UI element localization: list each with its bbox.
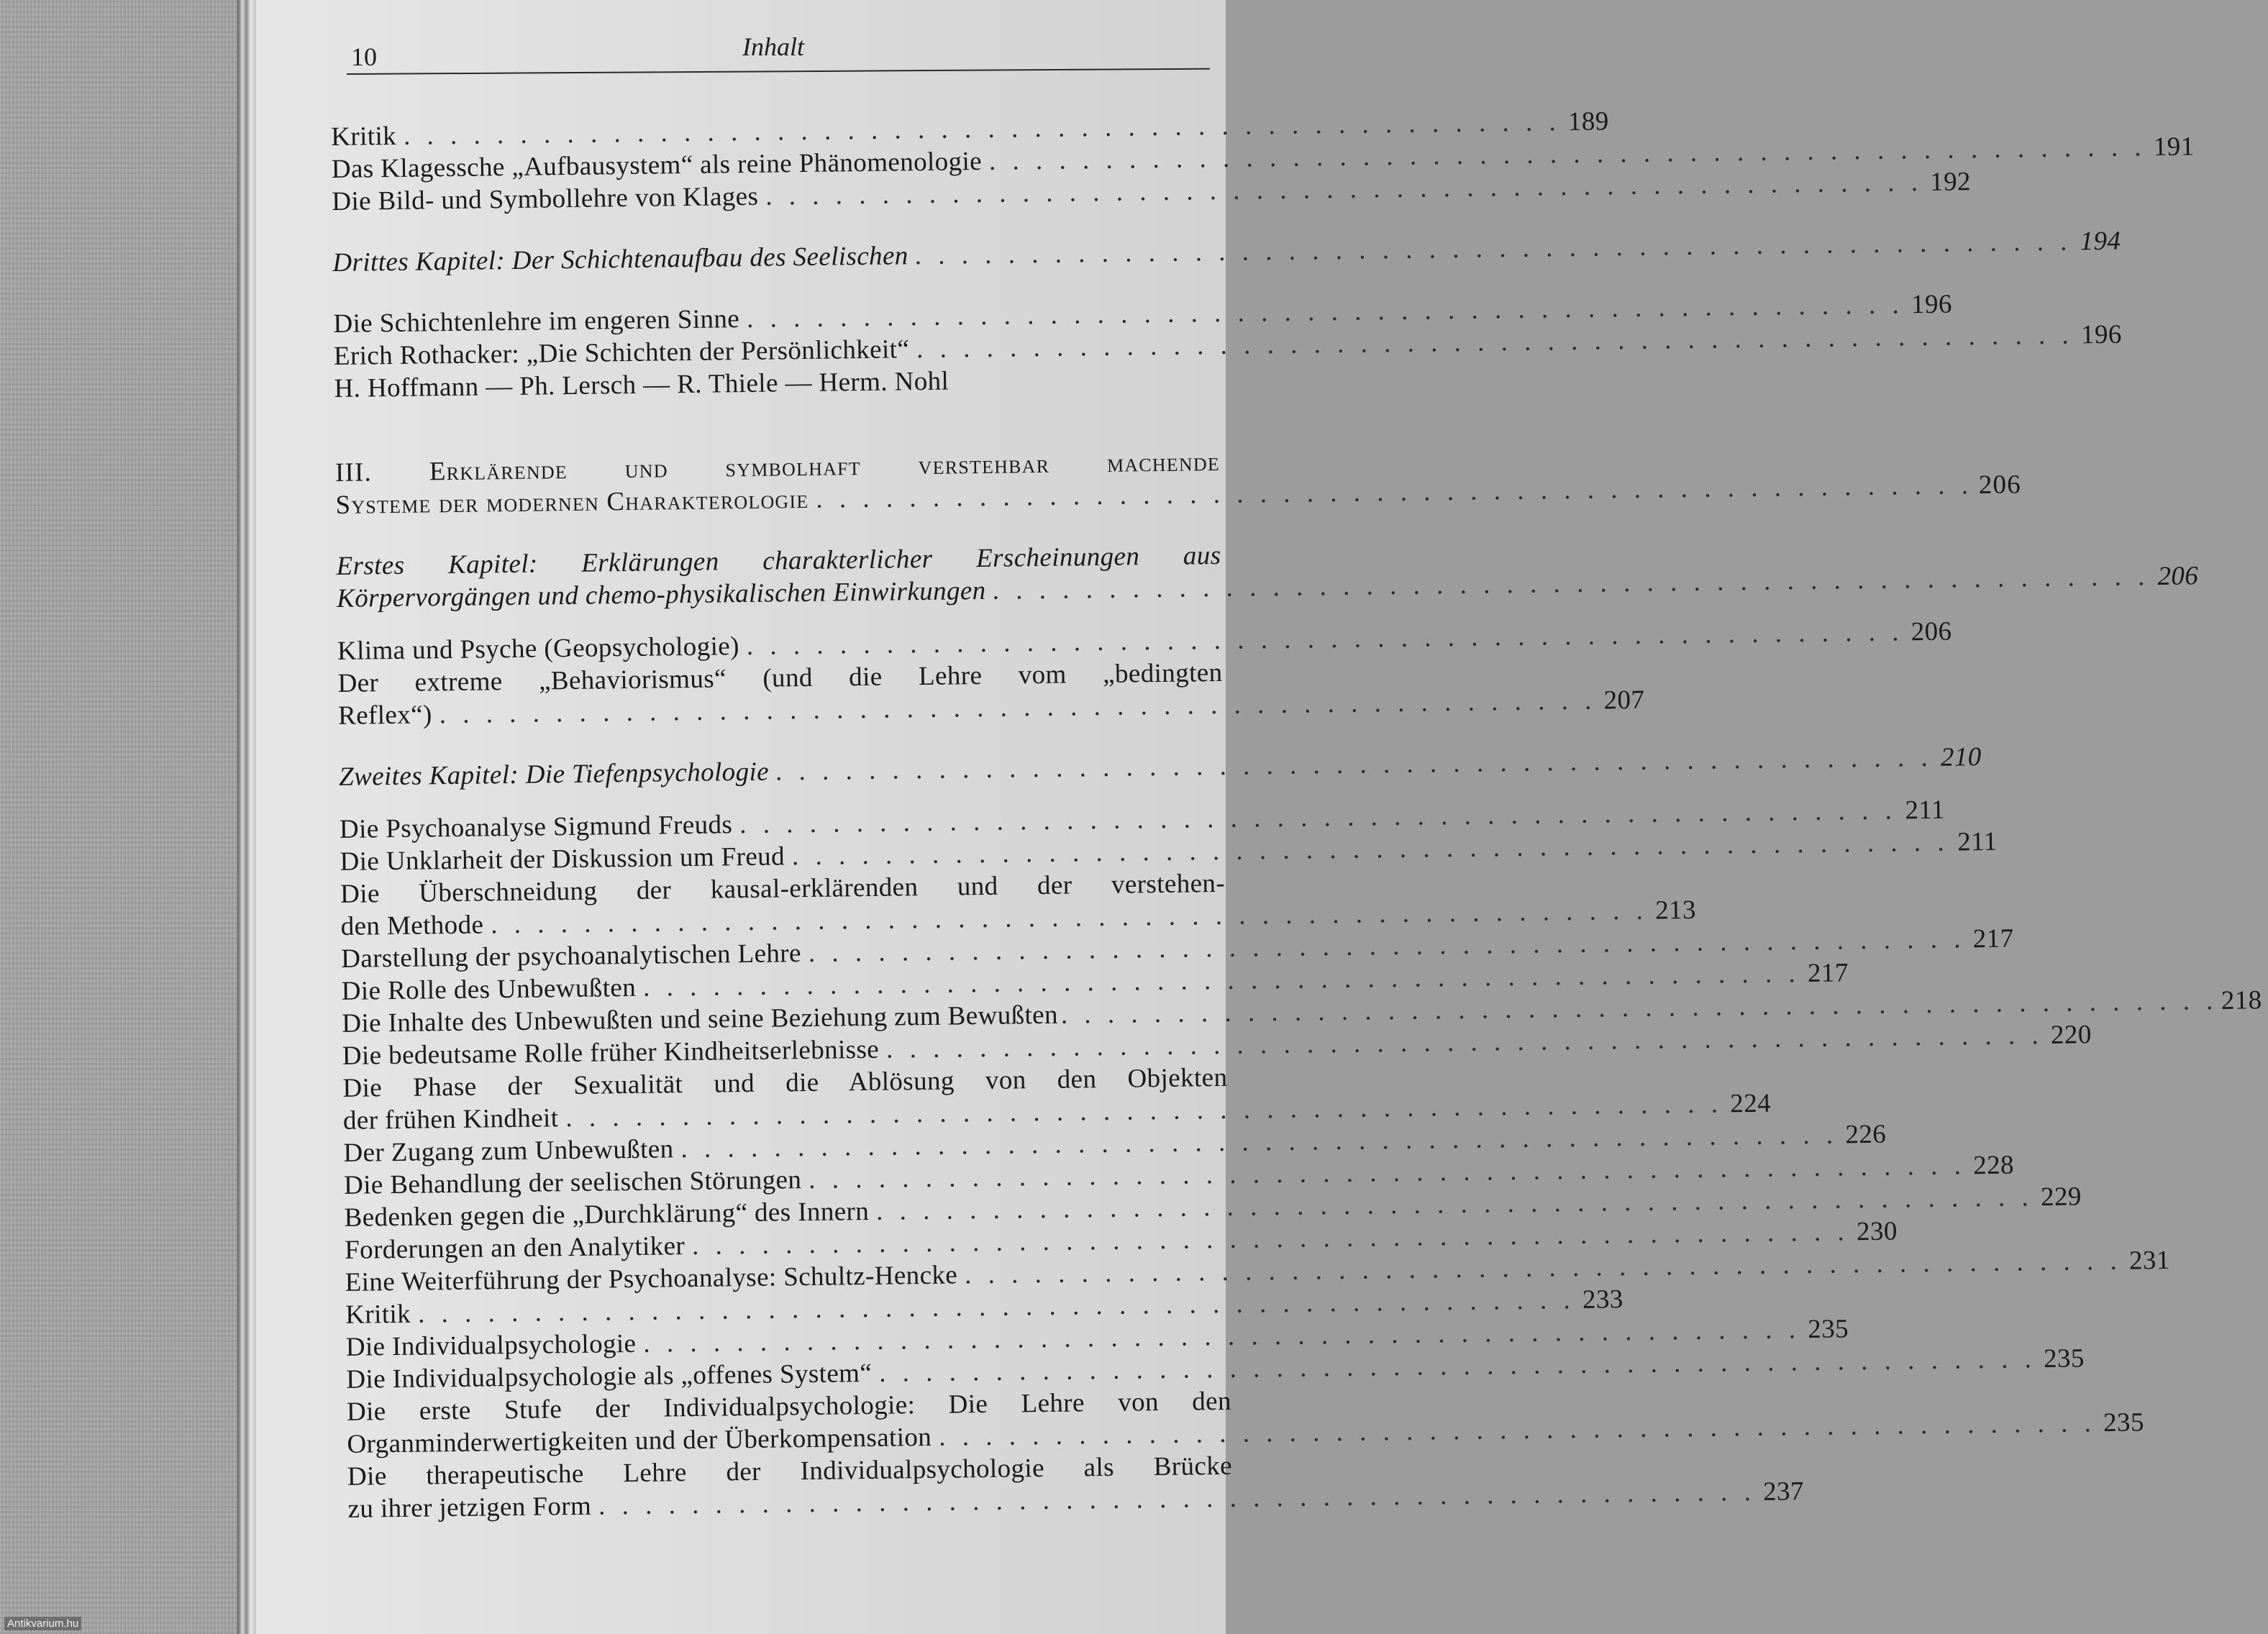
toc-entry: Die Psychoanalyse Sigmund Freuds . . . 211 — [340, 803, 1224, 846]
toc-section-heading: Systeme der modernen Charakterologie . . . 206 — [335, 478, 1220, 521]
background-surface — [0, 0, 248, 1634]
toc-entry: Die Unklarheit der Diskussion um Freud . . . 211 — [340, 835, 1224, 878]
toc-entry: Die bedeutsame Rolle früher Kindheitserlebnisse . . . 220 — [342, 1029, 1227, 1072]
toc-entry: Kritik . . . 189 — [331, 110, 1216, 153]
toc-entry: den Methode . . . 213 — [340, 900, 1225, 943]
page-number: 10 — [351, 42, 377, 71]
toc-entry: Eine Weiterführung der Psychoanalyse: Schultz-Hencke . . . 231 — [345, 1256, 1229, 1299]
running-head-title: Inhalt — [742, 32, 804, 61]
toc-section-heading: III. Erklärende und symbolhaft verstehbar machende — [334, 447, 1221, 488]
toc-entry: der frühen Kindheit . . . 224 — [343, 1094, 1228, 1137]
toc-entry: Bedenken gegen die „Durchklärung“ des Innern . . . 229 — [344, 1191, 1229, 1234]
toc-entry: Darstellung der psychoanalytischen Lehre . . . 217 — [341, 932, 1226, 975]
toc-entry: Die therapeutische Lehre der Individualpsychologie als Brücke — [347, 1451, 1233, 1492]
toc-entry: Kritik . . . 233 — [345, 1288, 1230, 1331]
toc-entry: Das Klagessche „Aufbausystem“ als reine Phänomenologie . . . 191 — [332, 142, 1216, 186]
toc-entry: Die Behandlung der seelischen Störungen . . . 228 — [344, 1159, 1229, 1202]
toc-chapter-heading: Erstes Kapitel: Erklärungen charakterlicher Erscheinungen aus — [336, 540, 1221, 581]
toc-entry: Die erste Stufe der Individualpsychologie: Die Lehre von den — [346, 1386, 1232, 1427]
toc-entry: Die Individualpsychologie als „offenes System“ . . . 235 — [346, 1353, 1231, 1396]
toc-entry: Forderungen an den Analytiker . . . 230 — [345, 1223, 1229, 1266]
toc-chapter-heading: Drittes Kapitel: Der Schichtenaufbau des Seelischen . . . 194 — [332, 236, 1217, 279]
toc-entry: Die Individualpsychologie . . . 235 — [346, 1320, 1231, 1364]
toc-chapter-heading: Körpervorgängen und chemo-physikalischen Einwirkungen . . . 206 — [337, 572, 1221, 615]
toc-entry: H. Hoffmann — Ph. Lersch — R. Thiele — Herm. Nohl — [334, 366, 949, 403]
toc-entry: Reflex“) . . . 207 — [338, 689, 1223, 732]
page-edge — [237, 0, 258, 1634]
toc-entry: zu ihrer jetzigen Form . . . 237 — [347, 1482, 1232, 1525]
table-of-contents — [331, 106, 2262, 1525]
toc-entry: Die Überschneidung der kausal-erklärenden und der verstehen- — [340, 868, 1226, 909]
toc-entry: Die Bild- und Symbollehre von Klages . . . 192 — [332, 175, 1216, 218]
toc-entry: Die Rolle des Unbewußten . . . 217 — [342, 964, 1226, 1008]
watermark-text: Antikvarium.hu — [4, 1617, 81, 1630]
toc-entry: Die Inhalte des Unbewußten und seine Beziehung zum Bewußten . . . 218 — [342, 997, 1226, 1040]
toc-chapter-heading: Zweites Kapitel: Die Tiefenpsychologie . . . 210 — [339, 750, 1224, 793]
toc-entry: Die Phase der Sexualität und die Ablösung von den Objekten — [342, 1062, 1228, 1103]
toc-entry: Klima und Psyche (Geopsychologie) . . . 206 — [337, 624, 1222, 667]
toc-entry: Erich Rothacker: „Die Schichten der Persönlichkeit“ . . . 196 — [334, 329, 1219, 373]
toc-entry: Der extreme „Behaviorismus“ (und die Lehre vom „bedingten — [337, 657, 1223, 698]
toc-entry: Organminderwertigkeiten und der Überkompensation . . . 235 — [347, 1418, 1231, 1461]
toc-entry: Die Schichtenlehre im engeren Sinne . . . 196 — [333, 297, 1218, 340]
toc-entry: Der Zugang zum Unbewußten . . . 226 — [343, 1126, 1228, 1169]
